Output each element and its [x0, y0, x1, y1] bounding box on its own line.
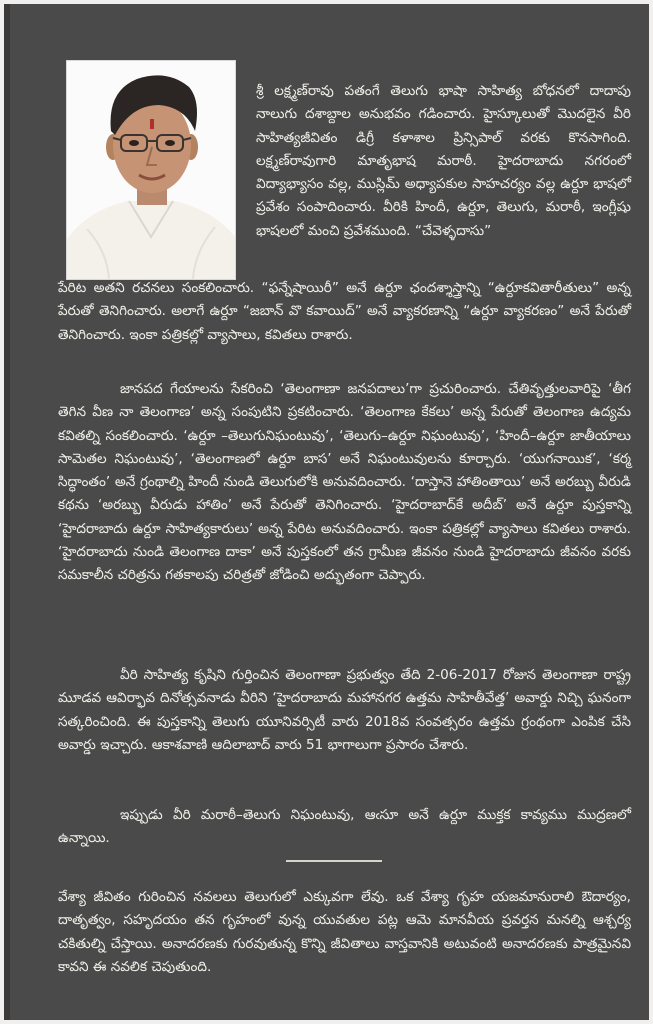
section-divider — [286, 860, 382, 862]
back-cover — [4, 4, 649, 1020]
works-text: జానపద గేయాలను సేకరించి ‘తెలంగాణా జనపదాలు’గా ప్రచురించారు. చేతివృత్తులవారిపై ‘తీగ తెగిన వీణ నా తెలంగాణ’ అన్న సంపుటిని ప్రకటించారు. ‘తెలంగాణ కేకలు’ అన్న పేరుతో తెలంగాణ ఉద్యమ కవితల్ని సంకలించారు. ‘ఉర్దూ –తెలుగునిఘంటువు’, ‘తెలుగు–ఉర్దూ నిఘంటువు’, ‘హిందీ–ఉర్దూ జాతీయాలు సామెతల నిఘంటువు’, ‘తెలంగాణలో ఉర్దూ బాస’ అనే నిఘంటువులను కూర్చారు. ‘యుగనాయిక’, ‘కర్మ సిద్ధాంతం’ అనే గ్రంథాల్ని హిందీ నుండి తెలుగులోకి అనువదించారు. ‘దాస్తానె హాతింతాయి’ అనే అరబ్బు వీరుడి కథను ‘అరబ్బు వీరుడు హాతిం’ అనే పేరుతో తెనిగించారు. ‘హైదరాబాద్‌కే అదీబ్’ అనే ఉర్దూ పుస్తకాన్ని ‘హైదరాబాదు ఉర్దూ సాహిత్యకారులు’ అన్న పేరిట అనువదించారు. ఇంకా పత్రికల్లో వ్యాసాలు కవితలు రాశారు. ‘హైదరాబాదు నుండి తెలంగాణ దాకా’ అనే పుస్తకంలో తన గ్రామీణ జీవనం నుండి హైదరాబాదు జీవనం వరకు సమకాలీన చరిత్రను గతకాలపు చరిత్రతో జోడించి అద్భుతంగా చెప్పారు. — [58, 381, 631, 584]
bio-intro: శ్రీ లక్ష్మణ్‌రావు పతంగే తెలుగు భాషా సాహిత్య బోధనలో దాదాపు నాలుగు దశాబ్దాల అనుభవం గడించారు. హైస్కూలుతో మొదలైన వీరి సాహిత్యజీవితం డిగ్రీ కళాశాల ప్రిన్సిపాల్ వరకు కొనసాగింది. లక్ష్మణ్‌రావుగారి మాతృభాష మరాఠీ. హైదరాబాదు నగరంలో విద్యాభ్యాసం వల్ల, ముస్లిమ్ అధ్యాపకుల సాహచర్యం వల్ల ఉర్దూ భాషలో ప్రవేశం సంపాదించారు. వీరికి హిందీ, ఉర్దూ, తెలుగు, మరాఠీ, ఇంగ్లీషు భాషలలో మంచి ప్రవేశముంది. “చేవెళ్ళదాసు” — [256, 83, 631, 239]
awards-paragraph — [58, 664, 631, 757]
spine-edge — [4, 4, 10, 1020]
bio-continued: పేరిట అతని రచనలు సంకలించారు. “ఫన్నేషాయిరీ” అనే ఉర్దూ ఛందశ్శాస్త్రాన్ని “ఉర్దూకవితారీతులు” అన్న పేరుతో తెనిగించారు. అలాగే ఉర్దూ “జబాన్ వొ కవాయిద్” అనే వ్యాకరణాన్ని “ఉర్దూ వ్యాకరణం” అనే పేరుతో తెనిగించారు. ఇంకా పత్రికల్లో వ్యాసాలు, కవితలు రాశారు. — [58, 280, 631, 343]
awards-text: వీరి సాహిత్య కృషిని గుర్తించిన తెలంగాణా ప్రభుత్వం తేది 2-06-2017 రోజున తెలంగాణా రాష్ట్ర మూడవ ఆవిర్భావ దినోత్సవనాడు వీరిని ‘హైదరాబాదు మహానగర ఉత్తమ సాహితీవేత్త’ అవార్డు నిచ్చి ఘనంగా సత్కరించింది. ఈ పుస్తకాన్ని తెలుగు యూనివర్సిటీ వారు 2018వ సంవత్సరం ఉత్తమ గ్రంథంగా ఎంపిక చేసి అవార్డు ఇచ్చారు. ఆకాశవాణి ఆదిలాబాద్ వారు 51 భాగాలుగా ప్రసారం చేశారు. — [58, 667, 631, 753]
author-photo — [66, 60, 236, 280]
novel-blurb: వేశ్యా జీవితం గురించిన నవలలు తెలుగులో ఎక్కువగా లేవు. ఒక వేశ్యా గృహ యజమానురాలి ఔదార్యం, దాతృత్వం, సహృదయం తన గృహంలో వున్న యువతుల పట్ల ఆమె మానవీయ ప్రవర్తన మనల్ని ఆశ్చర్య చకితుల్ని చేస్తాయి. అనాదరణకు గురవుతున్న కొన్ని జీవితాలు వాస్తవానికి అటువంటి అనాదరణకు పాత్రమైనవి కావని ఈ నవలిక చెపుతుంది. — [58, 889, 631, 975]
upcoming-works-paragraph — [58, 804, 631, 851]
upcoming-works-text: ఇప్పుడు వీరి మరాఠీ–తెలుగు నిఘంటువు, ఆఁసూ అనే ఉర్దూ ముక్తక కావ్యము ముద్రణలో ఉన్నాయి. — [58, 807, 631, 847]
works-paragraph — [58, 378, 631, 588]
